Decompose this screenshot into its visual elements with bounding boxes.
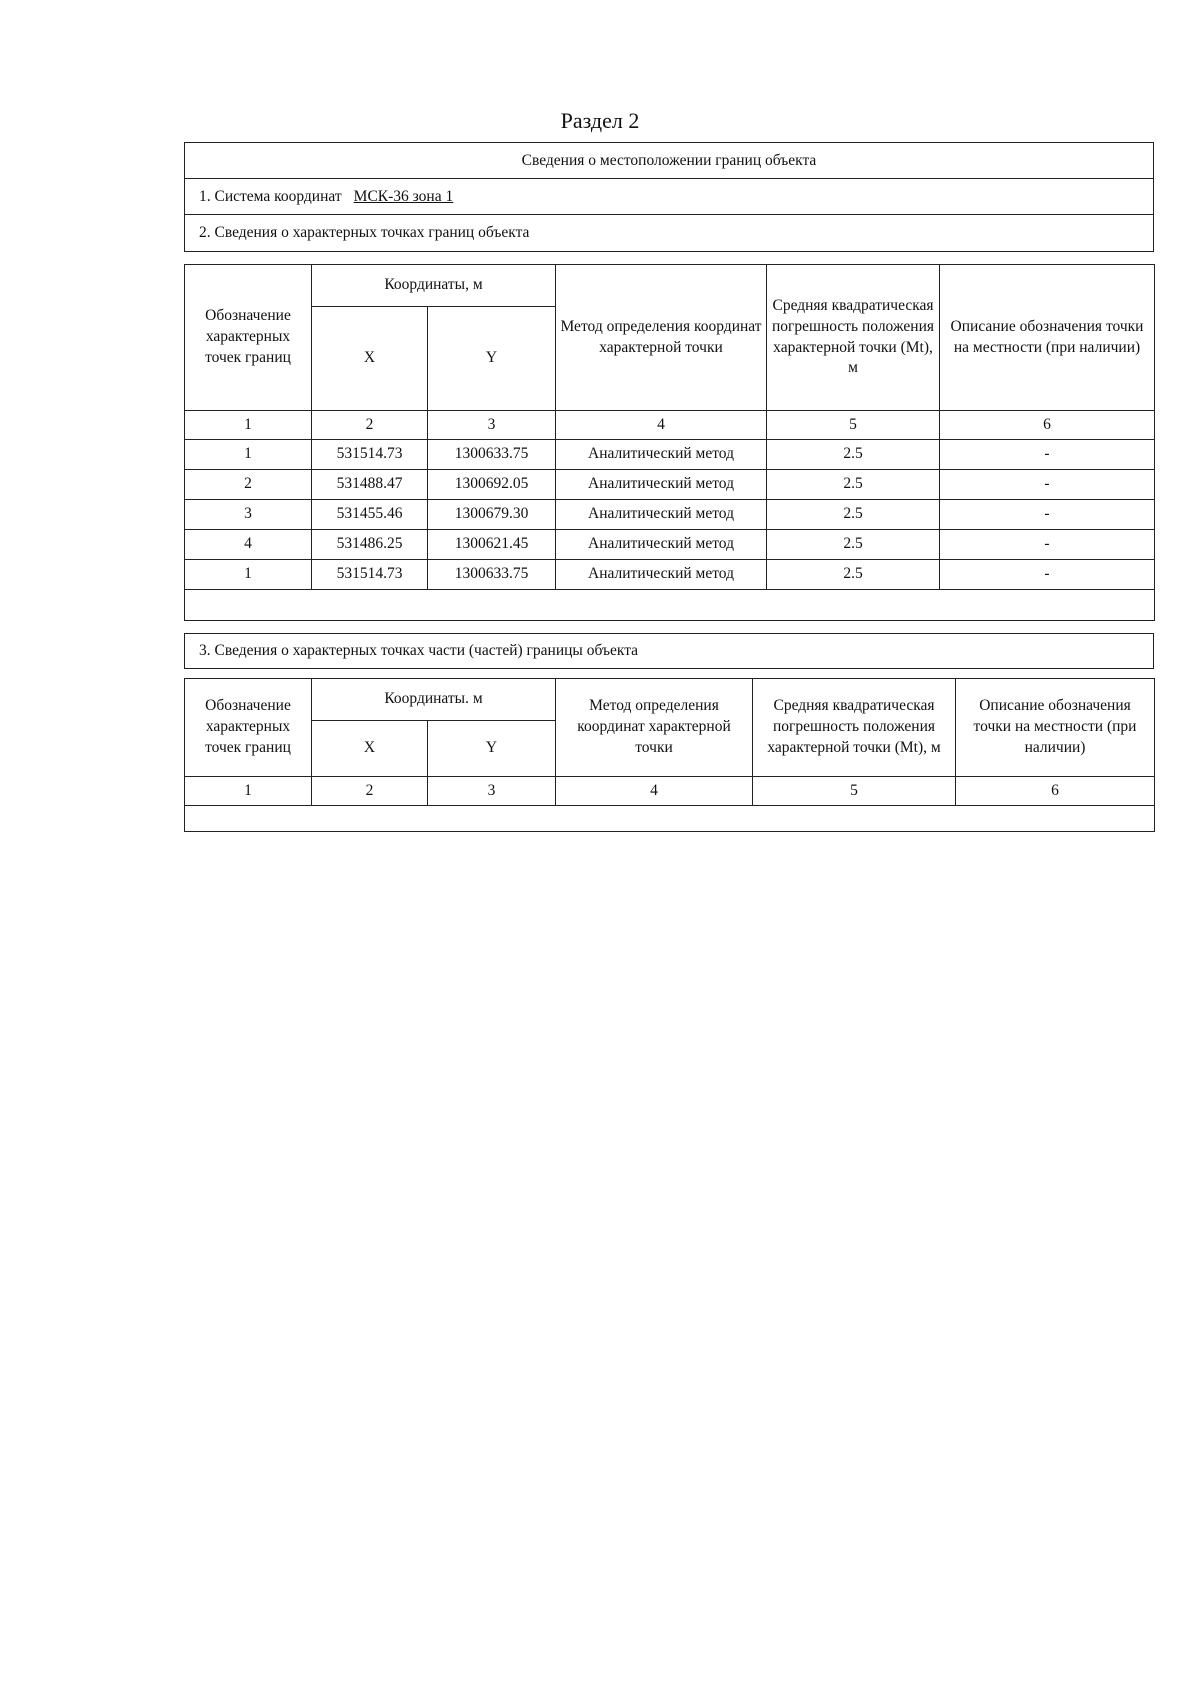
error-cell: 2.5 [767, 500, 940, 530]
table-row [185, 530, 1155, 560]
header-x: X [312, 721, 428, 777]
empty-row [185, 806, 1155, 832]
method-cell: Аналитический метод [556, 500, 767, 530]
y-coordinate: 1300633.75 [428, 440, 556, 470]
header-error: Средняя квадратическая погрешность положения характерной точки (Mt), м [767, 265, 940, 411]
empty-row [185, 590, 1155, 621]
header-coords: Координаты. м [312, 679, 556, 721]
description-cell: - [940, 470, 1155, 500]
table-row [185, 560, 1155, 590]
y-coordinate: 1300633.75 [428, 560, 556, 590]
y-coordinate: 1300692.05 [428, 470, 556, 500]
part-points-table [184, 678, 1155, 832]
page-title: Раздел 2 [560, 108, 640, 133]
header-designation: Обозначение характерных точек границ [185, 679, 312, 777]
header-description: Описание обозначения точки на местности (при наличии) [940, 265, 1155, 411]
column-number: 2 [312, 411, 428, 440]
header-method: Метод определения координат характерной точки [556, 679, 753, 777]
column-number: 6 [956, 777, 1155, 806]
point-number: 1 [185, 560, 312, 590]
header-y: Y [428, 307, 556, 411]
x-coordinate: 531514.73 [312, 440, 428, 470]
y-coordinate: 1300679.30 [428, 500, 556, 530]
error-cell: 2.5 [767, 530, 940, 560]
description-cell: - [940, 530, 1155, 560]
coord-system-value: МСК-36 зона 1 [353, 187, 454, 205]
column-number-row [185, 777, 1155, 806]
column-number: 4 [556, 777, 753, 806]
x-coordinate: 531455.46 [312, 500, 428, 530]
point-number: 4 [185, 530, 312, 560]
header-coords: Координаты, м [312, 265, 556, 307]
x-coordinate: 531488.47 [312, 470, 428, 500]
column-number: 6 [940, 411, 1155, 440]
header-x: X [312, 307, 428, 411]
method-cell: Аналитический метод [556, 470, 767, 500]
column-number: 1 [185, 411, 312, 440]
column-number: 5 [753, 777, 956, 806]
column-number: 4 [556, 411, 767, 440]
table-row [185, 440, 1155, 470]
column-number: 3 [428, 411, 556, 440]
header-box [184, 142, 1154, 252]
error-cell: 2.5 [767, 470, 940, 500]
empty-cell [185, 806, 1155, 832]
header-designation: Обозначение характерных точек границ [185, 265, 312, 411]
y-coordinate: 1300621.45 [428, 530, 556, 560]
header-error: Средняя квадратическая погрешность положения характерной точки (Mt), м [753, 679, 956, 777]
description-cell: - [940, 560, 1155, 590]
description-cell: - [940, 440, 1155, 470]
error-cell: 2.5 [767, 440, 940, 470]
method-cell: Аналитический метод [556, 530, 767, 560]
point-number: 3 [185, 500, 312, 530]
section2-label: 2. Сведения о характерных точках границ объекта [199, 224, 530, 241]
header-y: Y [428, 721, 556, 777]
column-number-row [185, 411, 1155, 440]
boundary-points-table [184, 264, 1155, 621]
column-number: 1 [185, 777, 312, 806]
column-number: 3 [428, 777, 556, 806]
column-number: 5 [767, 411, 940, 440]
table-row [185, 500, 1155, 530]
header-description: Описание обозначения точки на местности (при наличии) [956, 679, 1155, 777]
description-cell: - [940, 500, 1155, 530]
header-box-title: Сведения о местоположении границ объекта [185, 143, 1153, 179]
coord-system-label: 1. Система координат [199, 187, 342, 205]
section3-label: 3. Сведения о характерных точках части (частей) границы объекта [184, 633, 1154, 669]
column-number: 2 [312, 777, 428, 806]
point-number: 1 [185, 440, 312, 470]
x-coordinate: 531486.25 [312, 530, 428, 560]
header-method: Метод определения координат характерной точки [556, 265, 767, 411]
method-cell: Аналитический метод [556, 560, 767, 590]
x-coordinate: 531514.73 [312, 560, 428, 590]
method-cell: Аналитический метод [556, 440, 767, 470]
point-number: 2 [185, 470, 312, 500]
error-cell: 2.5 [767, 560, 940, 590]
coord-system-row [185, 179, 1153, 215]
table-row [185, 470, 1155, 500]
empty-cell [185, 590, 1155, 621]
